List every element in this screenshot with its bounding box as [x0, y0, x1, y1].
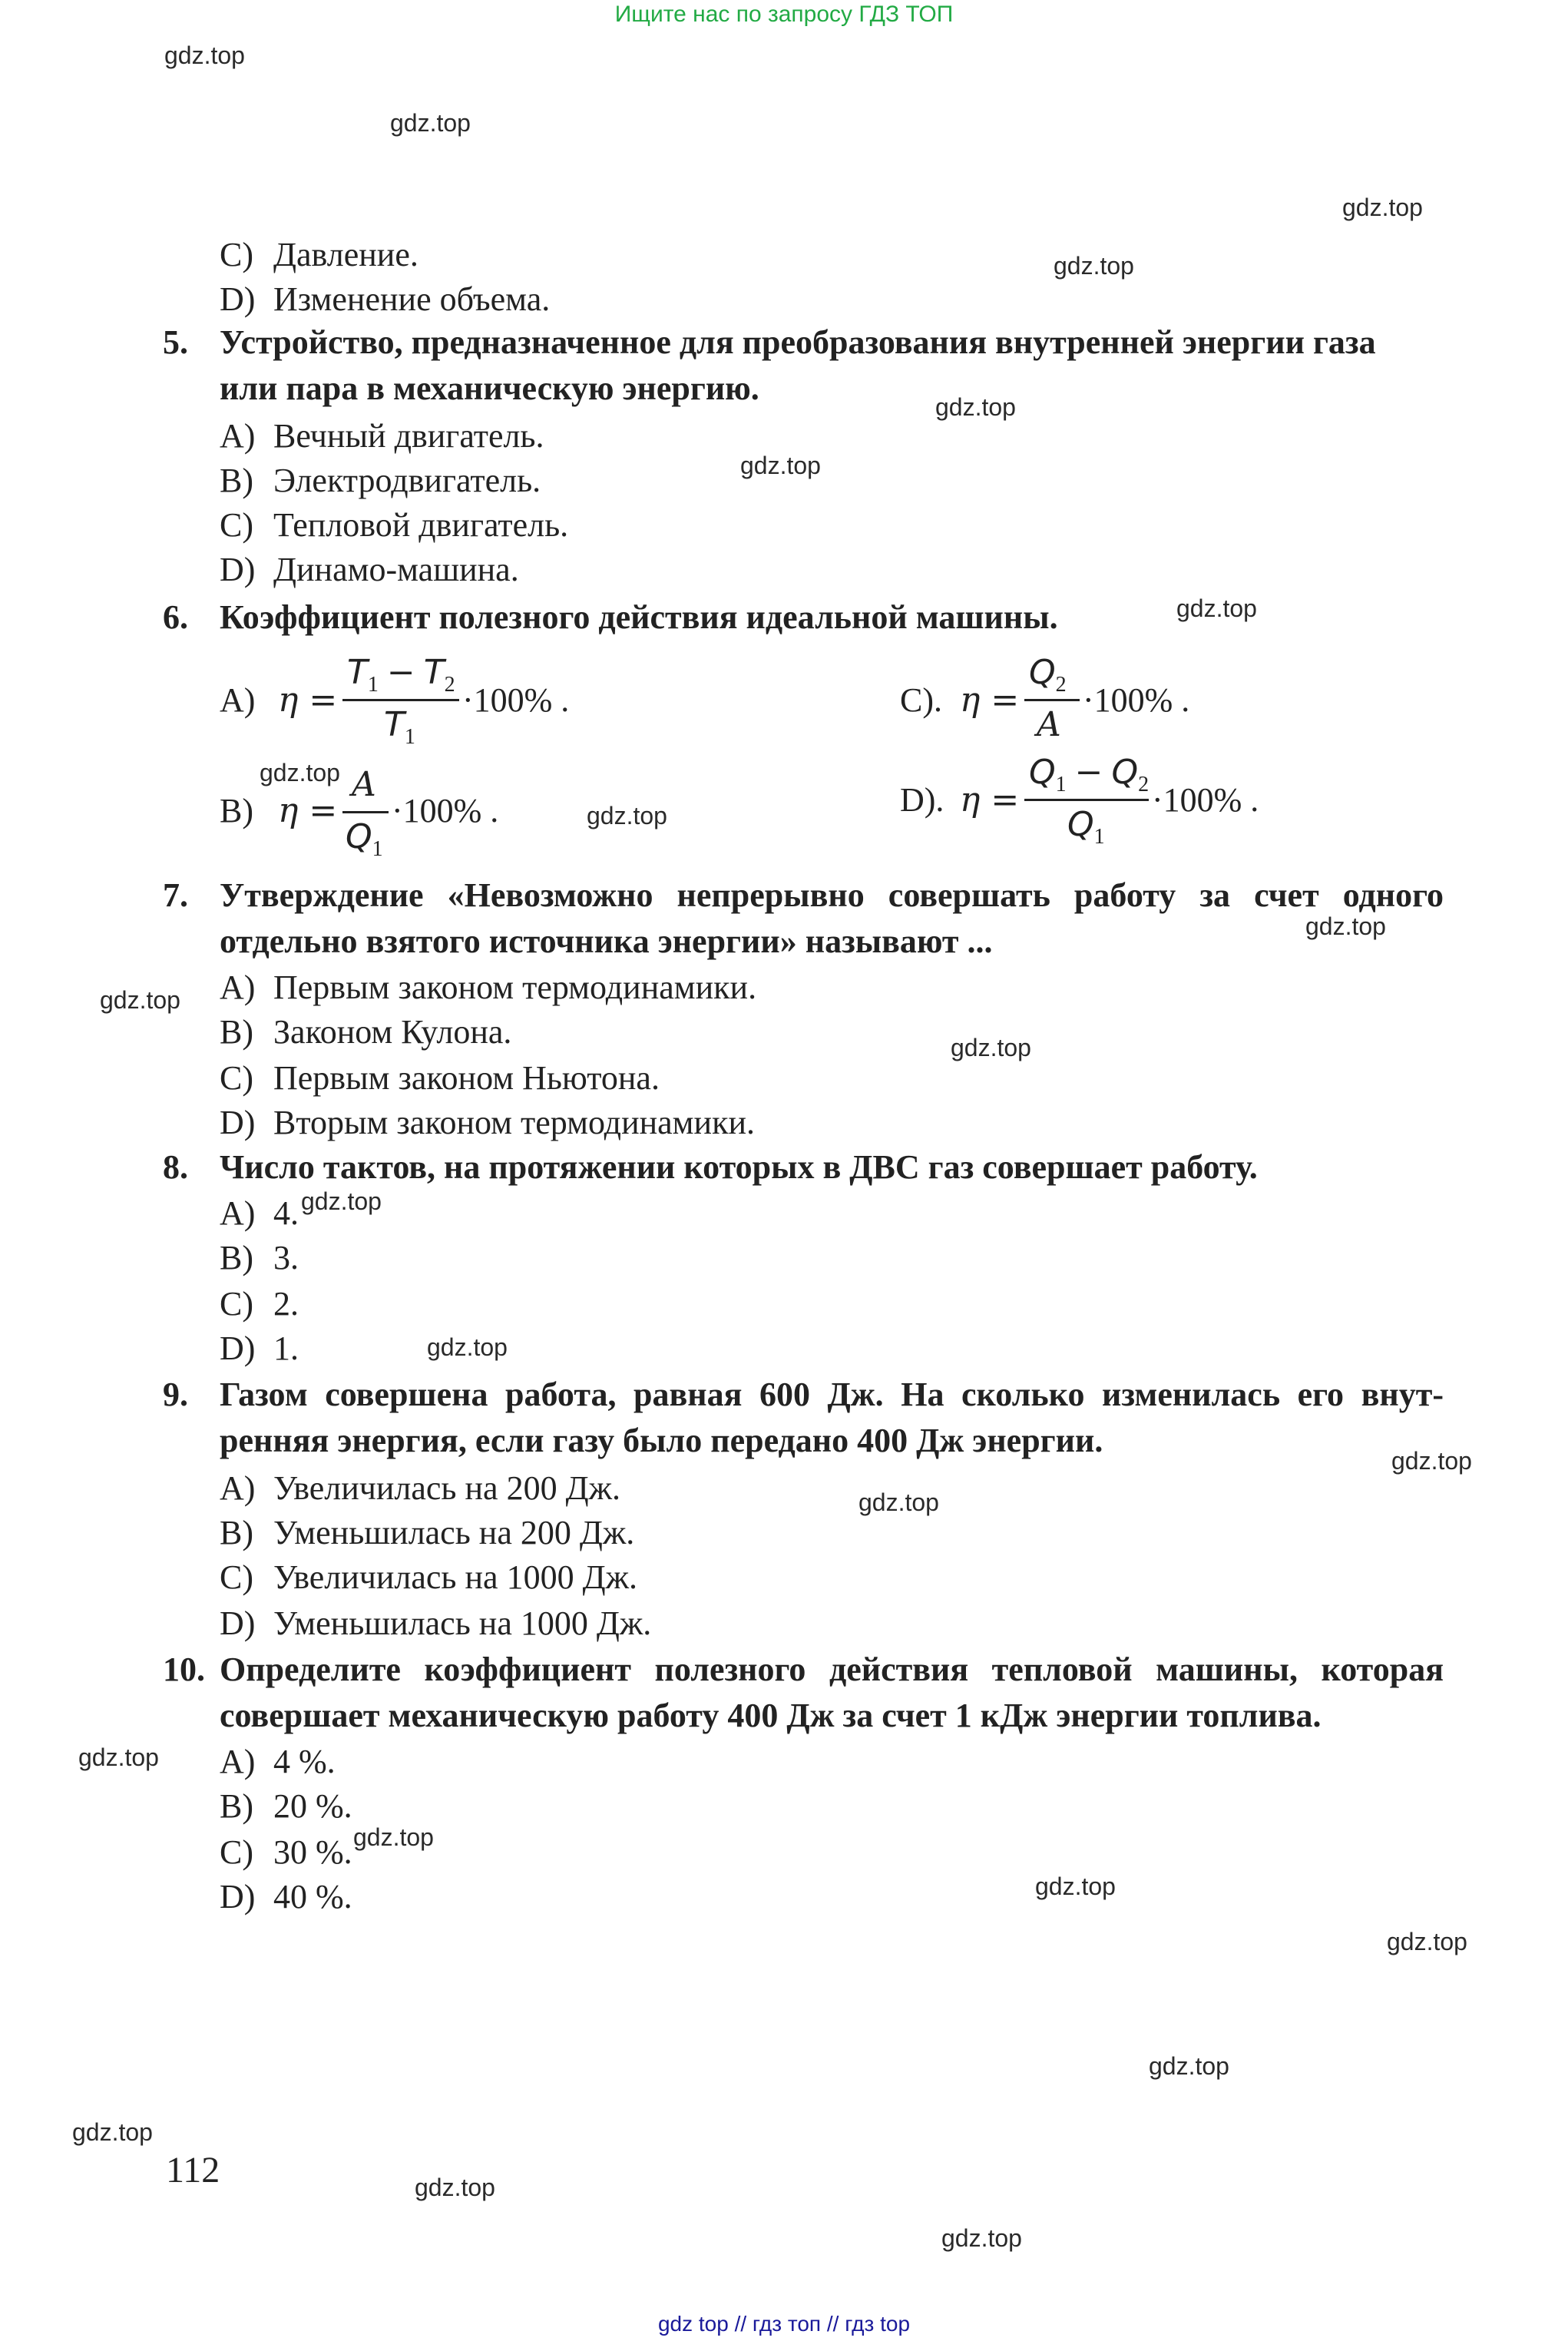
option-text: 20 %.: [273, 1787, 352, 1825]
watermark: gdz.top: [427, 1333, 508, 1361]
q8-option-d: [220, 1329, 299, 1368]
denominator-var: Q: [346, 817, 372, 856]
option-text: Электродвигатель.: [273, 462, 541, 499]
option-text: Уменьшилась на 1000 Дж.: [273, 1604, 652, 1642]
option-letter: C): [220, 1833, 253, 1871]
option-letter: A): [220, 969, 256, 1006]
option-text: 2.: [273, 1285, 299, 1323]
fraction-bar: [1024, 799, 1149, 801]
question-text: Число тактов, на протяжении которых в ДВС газ совершает работу.: [220, 1148, 1258, 1186]
option-letter: D): [220, 280, 256, 318]
question-number: 5.: [163, 323, 188, 361]
option-text: Динамо-машина.: [273, 551, 519, 588]
question-number: 8.: [163, 1148, 188, 1186]
fraction: [1024, 653, 1080, 753]
denominator-var: A: [1037, 705, 1061, 744]
option-letter: D): [220, 1329, 256, 1367]
option-letter: A): [220, 1743, 256, 1780]
option-letter: B): [220, 1013, 253, 1051]
option-letter: B): [220, 1239, 253, 1276]
subscript: 2: [1138, 773, 1150, 796]
option-text: 4.: [273, 1194, 299, 1232]
option-letter: C): [220, 1059, 253, 1097]
subscript: 2: [1055, 673, 1067, 697]
page-number: 112: [166, 2150, 220, 2190]
q10-option-d: [220, 1877, 352, 1916]
minus-sign: −: [1074, 753, 1103, 792]
formula-letter: C).: [900, 681, 942, 719]
option-letter: C): [220, 1558, 253, 1596]
denominator-var: Q: [1067, 805, 1094, 844]
q4-option-c: [220, 235, 418, 274]
option-text: Увеличилась на 1000 Дж.: [273, 1558, 637, 1596]
option-text: Первым законом Ньютона.: [273, 1059, 660, 1097]
option-letter: A): [220, 417, 256, 455]
option-letter: D): [220, 1104, 256, 1141]
watermark: gdz.top: [353, 1823, 434, 1851]
subscript: 1: [367, 673, 379, 697]
question-number: 9.: [163, 1376, 188, 1413]
subscript: 1: [404, 725, 415, 749]
fraction: [342, 653, 459, 753]
q5-option-d: [220, 550, 519, 589]
option-text: Давление.: [273, 236, 418, 273]
footer-links[interactable]: gdz top // гдз топ // гдз top: [657, 2312, 911, 2336]
formula-letter: A): [220, 681, 256, 719]
question-text: отдельно взятого источника энергии» называют ...: [220, 922, 993, 960]
option-letter: A): [220, 1194, 256, 1232]
watermark: gdz.top: [1035, 1872, 1116, 1900]
watermark: gdz.top: [1387, 1928, 1467, 1955]
watermark: gdz.top: [164, 41, 245, 69]
watermark: gdz.top: [1149, 2052, 1229, 2080]
q10-option-b: [220, 1786, 352, 1826]
question-text: Определите коэффициент полезного действия тепловой машины, которая: [220, 1651, 1444, 1688]
option-text: Тепловой двигатель.: [273, 506, 569, 544]
watermark: gdz.top: [1176, 594, 1257, 622]
option-text: 3.: [273, 1239, 299, 1276]
watermark: gdz.top: [935, 393, 1016, 421]
option-letter: D): [220, 551, 256, 588]
q7-option-d: [220, 1103, 755, 1142]
option-text: Изменение объема.: [273, 280, 551, 318]
q10-option-a: [220, 1742, 336, 1781]
numerator-var: Q: [1029, 653, 1056, 692]
watermark: gdz.top: [301, 1187, 382, 1215]
eta-symbol: η =: [960, 680, 1020, 720]
formula-tail: ·100% .: [462, 681, 570, 719]
q7-option-c: [220, 1058, 660, 1098]
question-text: совершает механическую работу 400 Дж за счет 1 кДж энергии топлива.: [220, 1697, 1322, 1734]
q9-option-d: [220, 1604, 651, 1643]
q4-option-d: [220, 280, 550, 319]
eta-symbol: η =: [278, 680, 338, 720]
watermark: gdz.top: [1391, 1447, 1472, 1475]
q9-option-a: [220, 1469, 620, 1508]
eta-symbol: η =: [278, 791, 338, 830]
subscript: 2: [444, 673, 455, 697]
watermark: gdz.top: [951, 1034, 1031, 1061]
option-letter: B): [220, 1514, 253, 1551]
question-text: ренняя энергия, если газу было передано 400 Дж энергии.: [220, 1422, 1103, 1459]
watermark: gdz.top: [78, 1743, 159, 1771]
option-letter: B): [220, 462, 253, 499]
formula-letter: B): [220, 792, 253, 829]
formula-tail: ·100% .: [392, 792, 499, 829]
option-letter: D): [220, 1604, 256, 1642]
watermark: gdz.top: [858, 1488, 939, 1516]
top-banner[interactable]: Ищите нас по запросу ГДЗ ТОП: [614, 2, 954, 27]
question-text: Устройство, предназначенное для преобразования внутренней энергии газа: [220, 323, 1376, 361]
option-text: Законом Кулона.: [273, 1013, 512, 1051]
question-text: или пара в механическую энергию.: [220, 369, 759, 407]
option-text: Вечный двигатель.: [273, 417, 544, 455]
watermark: gdz.top: [415, 2174, 495, 2201]
option-text: 4 %.: [273, 1743, 336, 1780]
option-letter: C): [220, 506, 253, 544]
numerator-var: A: [352, 765, 376, 804]
numerator-var: Q: [1029, 753, 1056, 792]
subscript: 1: [372, 837, 383, 861]
option-text: Увеличилась на 200 Дж.: [273, 1469, 620, 1507]
watermark: gdz.top: [1054, 252, 1134, 280]
fraction: [342, 765, 389, 865]
option-text: Вторым законом термодинамики.: [273, 1104, 755, 1141]
numerator-var: T: [347, 653, 368, 692]
watermark: gdz.top: [72, 2118, 153, 2146]
q7-option-a: [220, 968, 756, 1007]
option-text: 30 %.: [273, 1833, 352, 1871]
option-text: Уменьшилась на 200 Дж.: [273, 1514, 635, 1551]
option-letter: D): [220, 1878, 256, 1916]
q5-option-c: [220, 505, 568, 545]
watermark: gdz.top: [941, 2224, 1022, 2252]
fraction-bar: [342, 811, 389, 813]
eta-symbol: η =: [960, 780, 1020, 820]
minus-sign: −: [386, 653, 415, 692]
q5-option-b: [220, 461, 541, 500]
question-text: Коэффициент полезного действия идеальной машины.: [220, 598, 1058, 636]
option-letter: B): [220, 1787, 253, 1825]
q8-option-c: [220, 1284, 299, 1323]
q9-option-b: [220, 1513, 634, 1552]
fraction-bar: [1024, 699, 1080, 701]
question-number: 6.: [163, 598, 188, 636]
q8-option-a: [220, 1194, 299, 1233]
watermark: gdz.top: [260, 759, 340, 786]
watermark: gdz.top: [100, 986, 180, 1014]
q9-option-c: [220, 1558, 637, 1597]
formula-tail: ·100% .: [1152, 781, 1259, 819]
question-number: 7.: [163, 876, 188, 914]
q5-option-a: [220, 416, 544, 455]
option-text: 1.: [273, 1329, 299, 1367]
option-letter: A): [220, 1469, 256, 1507]
question-number: 10.: [163, 1651, 205, 1688]
fraction-bar: [342, 699, 459, 701]
denominator-var: T: [384, 705, 405, 744]
numerator-var: Q: [1111, 753, 1139, 792]
fraction: [1024, 753, 1149, 853]
formula-tail: ·100% .: [1083, 681, 1190, 719]
option-letter: C): [220, 236, 253, 273]
watermark: gdz.top: [390, 109, 471, 137]
watermark: gdz.top: [587, 802, 667, 829]
q8-option-b: [220, 1238, 299, 1277]
formula-letter: D).: [900, 781, 944, 819]
watermark: gdz.top: [1342, 194, 1423, 221]
subscript: 1: [1093, 825, 1105, 849]
watermark: gdz.top: [1305, 912, 1386, 940]
q10-option-c: [220, 1833, 352, 1872]
numerator-var: T: [423, 653, 445, 692]
subscript: 1: [1055, 773, 1067, 796]
question-text: Газом совершена работа, равная 600 Дж. На сколько изменилась его внут-: [220, 1376, 1444, 1413]
option-text: 40 %.: [273, 1878, 352, 1916]
q7-option-b: [220, 1012, 511, 1051]
option-letter: C): [220, 1285, 253, 1323]
watermark: gdz.top: [740, 452, 821, 479]
option-text: Первым законом термодинамики.: [273, 969, 757, 1006]
question-text: Утверждение «Невозможно непрерывно совершать работу за счет одного: [220, 876, 1444, 914]
